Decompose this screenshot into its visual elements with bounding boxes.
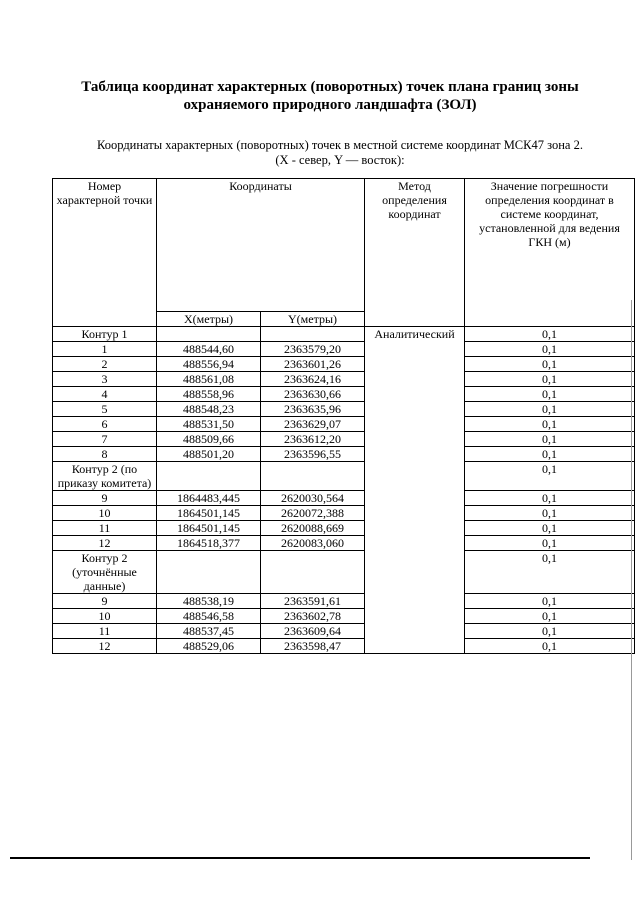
table-row	[53, 342, 635, 357]
empty-cell	[261, 551, 365, 594]
subtitle-line-2: (X - север, Y — восток):	[275, 153, 405, 167]
header-x: X(метры)	[157, 312, 261, 327]
contour-row	[53, 551, 635, 594]
y-coordinate: 2363591,61	[261, 594, 365, 609]
contour-label: Контур 2 (уточнённые данные)	[53, 551, 157, 594]
point-number: 10	[53, 506, 157, 521]
table-row	[53, 594, 635, 609]
y-coordinate: 2620083,060	[261, 536, 365, 551]
header-row	[53, 179, 635, 312]
point-number: 5	[53, 402, 157, 417]
table-row	[53, 521, 635, 536]
x-coordinate: 488548,23	[157, 402, 261, 417]
table-row	[53, 491, 635, 506]
coordinate-system-note	[60, 138, 620, 168]
table-row	[53, 536, 635, 551]
error-cell: 0,1	[465, 327, 635, 342]
x-coordinate: 1864518,377	[157, 536, 261, 551]
table-row	[53, 609, 635, 624]
table-row	[53, 624, 635, 639]
error-cell: 0,1	[465, 432, 635, 447]
error-cell: 0,1	[465, 521, 635, 536]
point-number: 8	[53, 447, 157, 462]
x-coordinate: 488531,50	[157, 417, 261, 432]
table-row	[53, 447, 635, 462]
method-cell: Аналитический	[365, 327, 465, 654]
empty-cell	[157, 327, 261, 342]
y-coordinate: 2363612,20	[261, 432, 365, 447]
table-body	[53, 179, 635, 654]
y-coordinate: 2620088,669	[261, 521, 365, 536]
x-coordinate: 488501,20	[157, 447, 261, 462]
page-edge-line	[10, 857, 590, 859]
point-number: 2	[53, 357, 157, 372]
title-line-2: охраняемого природного ландшафта (ЗОЛ)	[183, 97, 477, 113]
point-number: 10	[53, 609, 157, 624]
empty-cell	[261, 327, 365, 342]
title-line-1: Таблица координат характерных (поворотных) точек плана границ зоны	[81, 79, 579, 95]
error-cell: 0,1	[465, 624, 635, 639]
contour-row	[53, 327, 635, 342]
contour-label: Контур 2 (по приказу комитета)	[53, 462, 157, 491]
y-coordinate: 2620030,564	[261, 491, 365, 506]
x-coordinate: 488546,58	[157, 609, 261, 624]
point-number: 12	[53, 536, 157, 551]
header-coords: Координаты	[157, 179, 365, 312]
error-cell: 0,1	[465, 447, 635, 462]
x-coordinate: 488561,08	[157, 372, 261, 387]
table-row	[53, 506, 635, 521]
x-coordinate: 488529,06	[157, 639, 261, 654]
point-number: 1	[53, 342, 157, 357]
table-row	[53, 639, 635, 654]
error-cell: 0,1	[465, 551, 635, 594]
y-coordinate: 2363629,07	[261, 417, 365, 432]
point-number: 9	[53, 491, 157, 506]
y-coordinate: 2363602,78	[261, 609, 365, 624]
table-row	[53, 357, 635, 372]
point-number: 4	[53, 387, 157, 402]
table-row	[53, 387, 635, 402]
error-cell: 0,1	[465, 417, 635, 432]
y-coordinate: 2363601,26	[261, 357, 365, 372]
empty-cell	[261, 462, 365, 491]
header-error: Значение погрешности определения координат в системе координат, установленной для ведения ГКН (м)	[465, 179, 635, 327]
error-cell: 0,1	[465, 372, 635, 387]
header-method: Метод определения координат	[365, 179, 465, 327]
error-cell: 0,1	[465, 387, 635, 402]
error-cell: 0,1	[465, 594, 635, 609]
error-cell: 0,1	[465, 342, 635, 357]
document-title	[60, 78, 600, 114]
x-coordinate: 488509,66	[157, 432, 261, 447]
error-cell: 0,1	[465, 402, 635, 417]
x-coordinate: 488544,60	[157, 342, 261, 357]
subtitle-line-1: Координаты характерных (поворотных) точек в местной системе координат МСК47 зона 2.	[97, 138, 583, 152]
point-number: 12	[53, 639, 157, 654]
x-coordinate: 488556,94	[157, 357, 261, 372]
y-coordinate: 2620072,388	[261, 506, 365, 521]
x-coordinate: 1864483,445	[157, 491, 261, 506]
point-number: 3	[53, 372, 157, 387]
y-coordinate: 2363630,66	[261, 387, 365, 402]
x-coordinate: 488538,19	[157, 594, 261, 609]
error-cell: 0,1	[465, 506, 635, 521]
error-cell: 0,1	[465, 536, 635, 551]
empty-cell	[157, 462, 261, 491]
table-row	[53, 417, 635, 432]
y-coordinate: 2363624,16	[261, 372, 365, 387]
header-y: Y(метры)	[261, 312, 365, 327]
error-cell: 0,1	[465, 491, 635, 506]
error-cell: 0,1	[465, 462, 635, 491]
y-coordinate: 2363579,20	[261, 342, 365, 357]
error-cell: 0,1	[465, 639, 635, 654]
x-coordinate: 1864501,145	[157, 521, 261, 536]
y-coordinate: 2363596,55	[261, 447, 365, 462]
point-number: 7	[53, 432, 157, 447]
contour-label: Контур 1	[53, 327, 157, 342]
y-coordinate: 2363598,47	[261, 639, 365, 654]
error-cell: 0,1	[465, 357, 635, 372]
point-number: 9	[53, 594, 157, 609]
header-point: Номер характерной точки	[53, 179, 157, 327]
table-row	[53, 432, 635, 447]
table-row	[53, 372, 635, 387]
point-number: 6	[53, 417, 157, 432]
page-edge-line-right	[631, 300, 632, 860]
empty-cell	[157, 551, 261, 594]
y-coordinate: 2363609,64	[261, 624, 365, 639]
coordinates-table	[52, 178, 635, 654]
point-number: 11	[53, 624, 157, 639]
contour-row	[53, 462, 635, 491]
point-number: 11	[53, 521, 157, 536]
x-coordinate: 488558,96	[157, 387, 261, 402]
x-coordinate: 488537,45	[157, 624, 261, 639]
x-coordinate: 1864501,145	[157, 506, 261, 521]
table-row	[53, 402, 635, 417]
error-cell: 0,1	[465, 609, 635, 624]
y-coordinate: 2363635,96	[261, 402, 365, 417]
